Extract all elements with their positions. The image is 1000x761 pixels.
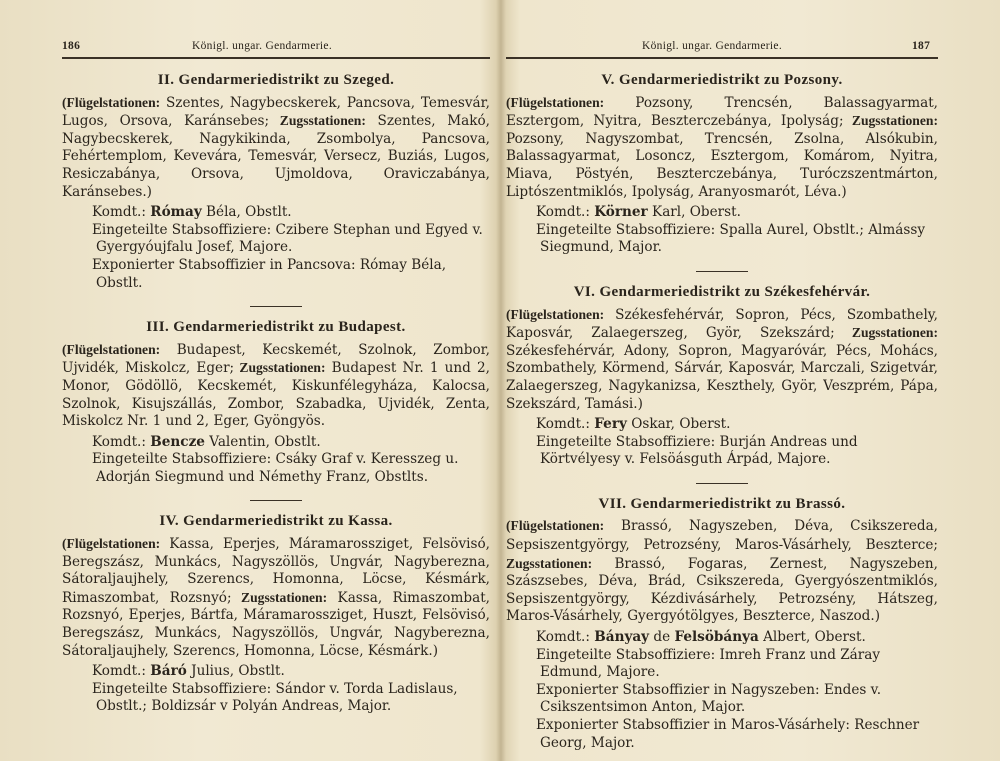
section-divider: [250, 306, 302, 307]
district-staff: Eingeteilte Stabsoffiziere: Imreh Franz und Záray Edmund, Majore.: [536, 646, 881, 681]
right-page: [506, 0, 1000, 761]
left-running-head: Königl. ungar. Gendarmerie.: [192, 40, 332, 52]
left-header-rule: [62, 57, 490, 59]
district-stations: (Flügelstationen: Pozsony, Trencsén, Balassagyarmat, Esztergom, Nyitra, Beszterczebánya, Ipolyság; Zugsstationen: Pozsony, Nagyszombat, Trencsén, Zsolna, Alsókubin, Balassagyarmat, Losoncz, Esztergom, Komárom, Nyitra, Miava, Pöstyén, Beszterczebánya, Turóczszentmárton, Liptószentmiklós, Ipolyság, Aranyosmarót, Léva.): [506, 94, 938, 200]
district-stations: (Flügelstationen: Budapest, Kecskemét, Szolnok, Zombor, Ujvidék, Miskolcz, Eger; Zugsstationen: Budapest Nr. 1 und 2, Monor, Gödöllö, Kecskemét, Kiskunfélegyháza, Kalocsa, Szolnok, Kisujszállás, Zombor, Szabadka, Ujvidék, Zenta, Miskolcz Nr. 1 und 2, Eger, Gyöngyös.: [62, 341, 490, 430]
left-page-number: 186: [62, 40, 81, 52]
district-title: V. Gendarmeriedistrikt zu Pozsony.: [601, 72, 843, 88]
section-divider: [696, 271, 748, 272]
district-title: VI. Gendarmeriedistrikt zu Székesfehérvár.: [573, 283, 871, 300]
district-kommandant: Komdt.: Bányay de Felsöbánya Albert, Oberst.: [536, 629, 866, 646]
district-stations: (Flügelstationen: Brassó, Nagyszeben, Déva, Csikszereda, Sepsiszentgyörgy, Petrozsény, Maros-Vásárhely, Beszterce; Zugsstationen: Brassó, Fogaras, Zernest, Nagyszeben, Szászsebes, Déva, Brád, Csikszereda, Gyergyószentmiklós, Sepsiszentgyörgy, Kézdivásárhely, Petrozsény, Hátszeg, Maros-Vásárhely, Gyergyótölgyes, Beszterce, Naszod.): [506, 518, 938, 625]
left-page: [0, 0, 496, 761]
district-staff: Eingeteilte Stabsoffiziere: Burján Andreas und Körtvélyesy v. Felsöásguth Árpád, Majore.: [536, 433, 858, 468]
district-title: VII. Gendarmeriedistrikt zu Brassó.: [598, 495, 846, 512]
district-exponierter: Exponierter Stabsoffizier in Pancsova: Rómay Béla, Obstlt.: [92, 256, 447, 291]
district-section: [62, 72, 490, 292]
left-content: [62, 68, 490, 716]
section-divider: [250, 500, 302, 501]
district-section: [506, 284, 938, 469]
district-staff: Eingeteilte Stabsoffiziere: Sándor v. Torda Ladislaus, Obstlt.; Boldizsár v Polyán Andreas, Major.: [92, 680, 458, 715]
section-divider: [696, 483, 748, 484]
district-title: IV. Gendarmeriedistrikt zu Kassa.: [159, 513, 393, 530]
district-stations: (Flügelstationen: Székesfehérvár, Sopron, Pécs, Szombathely, Kaposvár, Zalaegerszeg, Györ, Szekszárd; Zugsstationen: Székesfehérvár, Adony, Sopron, Magyaróvár, Pécs, Mohács, Szombathely, Körmend, Sárvár, Kaposvár, Marczali, Szigetvár, Zalaegerszeg, Nagykanizsa, Keszthely, Györ, Veszprém, Pápa, Szekszárd, Tamási.): [506, 306, 938, 412]
district-kommandant: Komdt.: Rómay Béla, Obstlt.: [92, 204, 292, 221]
right-page-number: 187: [912, 40, 931, 52]
district-exponierter: Exponierter Stabsoffizier in Nagyszeben: Endes v. Csikszentsimon Anton, Major.: [536, 681, 882, 716]
district-staff: Eingeteilte Stabsoffiziere: Csáky Graf v. Keresszeg u. Adorján Siegmund und Némethy Franz, Obstlts.: [92, 451, 459, 485]
right-content: [506, 68, 938, 752]
district-section: [62, 513, 490, 716]
district-stations: (Flügelstationen: Kassa, Eperjes, Máramarossziget, Felsövisó, Beregszász, Munkács, Nagyszöllös, Ungvár, Nagyberezna, Sátoraljaujhely, Szerencs, Homonna, Löcse, Késmárk, Rimaszombat, Rozsnyó; Zugsstationen: Kassa, Rimaszombat, Rozsnyó, Eperjes, Bártfa, Máramarossziget, Huszt, Felsövisó, Beregszász, Munkács, Nagyszöllös, Ungvár, Nagyberezna, Sátoraljaujhely, Szerencs, Homonna, Löcse, Késmárk.): [62, 536, 490, 659]
district-section: [506, 72, 938, 257]
district-kommandant: Komdt.: Körner Karl, Oberst.: [536, 204, 741, 221]
right-header-rule: [506, 57, 938, 59]
district-section: [62, 319, 490, 486]
district-staff: Eingeteilte Stabsoffiziere: Spalla Aurel, Obstlt.; Almássy Siegmund, Major.: [536, 221, 926, 256]
book-gutter: [496, 0, 506, 761]
district-stations: (Flügelstationen: Szentes, Nagybecskerek, Pancsova, Temesvár, Lugos, Orsova, Karánsebes; Zugsstationen: Szentes, Makó, Nagybecskerek, Nagykikinda, Zsombolya, Pancsova, Fehértemplom, Kevevára, Temesvár, Versecz, Buziás, Lugos, Resiczabánya, Orsova, Ujmoldova, Oraviczabánya, Karánsebes.): [62, 94, 490, 200]
district-kommandant: Komdt.: Báró Julius, Obstlt.: [92, 663, 285, 680]
right-running-head: Königl. ungar. Gendarmerie.: [642, 40, 782, 52]
district-kommandant: Komdt.: Fery Oskar, Oberst.: [536, 416, 731, 433]
district-title: II. Gendarmeriedistrikt zu Szeged.: [157, 72, 395, 88]
district-section: [506, 496, 938, 752]
district-title: III. Gendarmeriedistrikt zu Budapest.: [146, 319, 406, 336]
district-exponierter: Exponierter Stabsoffizier in Maros-Vásárhely: Reschner Georg, Major.: [536, 717, 920, 751]
district-staff: Eingeteilte Stabsoffiziere: Czibere Stephan und Egyed v. Gyergyóujfalu Josef, Majore.: [92, 221, 483, 256]
district-kommandant: Komdt.: Bencze Valentin, Obstlt.: [92, 433, 321, 450]
